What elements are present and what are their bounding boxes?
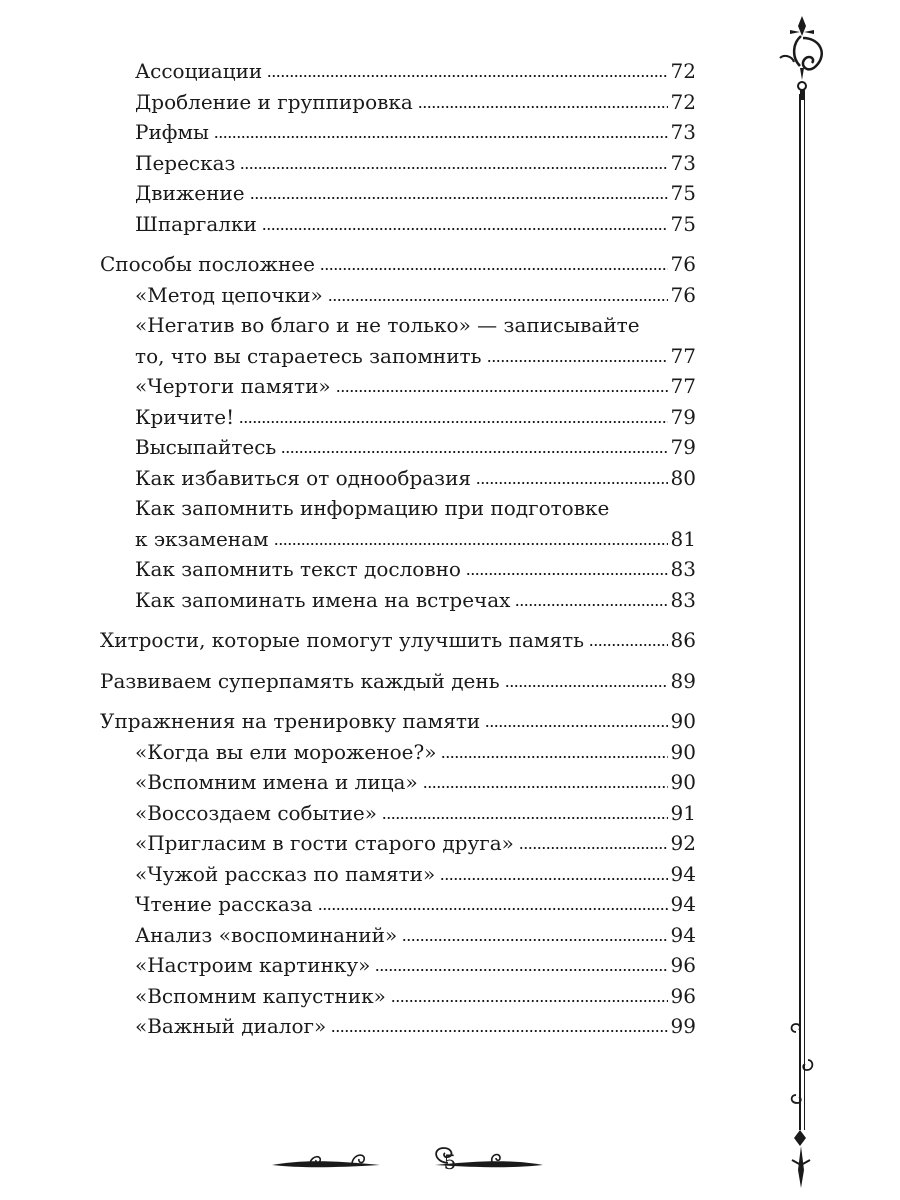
toc-subentry[interactable] — [100, 463, 696, 494]
toc-entry-title: Упражнения на тренировку памяти — [100, 709, 481, 733]
dot-leader — [331, 1029, 667, 1033]
toc-page-number: 92 — [670, 831, 696, 855]
toc-subentry[interactable] — [100, 178, 696, 209]
toc-subentry[interactable] — [100, 554, 696, 585]
toc-entry-first-line: Как запомнить информацию при подготовке — [135, 496, 610, 520]
dot-leader — [418, 105, 668, 109]
toc-subentry[interactable] — [100, 767, 696, 798]
toc-page-number: 89 — [670, 668, 696, 693]
toc-section[interactable] — [100, 706, 696, 737]
toc-page-number: 75 — [670, 181, 696, 205]
toc-entry-title: Анализ «воспоминаний» — [135, 922, 398, 947]
toc-page-number: 76 — [670, 252, 696, 276]
toc-subentry[interactable] — [100, 859, 696, 890]
toc-subentry[interactable] — [100, 209, 696, 240]
toc-entry-title: Как запоминать имена на встречах — [135, 587, 511, 612]
dot-leader — [519, 846, 668, 850]
dot-leader — [214, 135, 668, 139]
toc-page-number: 73 — [670, 150, 696, 175]
toc-entry-title: к экзаменам — [135, 526, 269, 551]
dot-leader — [281, 450, 667, 454]
dot-leader — [476, 481, 668, 485]
dot-leader — [274, 542, 668, 546]
dot-leader — [267, 74, 667, 78]
section-gap — [100, 239, 696, 249]
border-rule-thin — [804, 94, 805, 1130]
toc-entry-title: Кричите! — [135, 404, 235, 429]
toc-entry-title: Дробление и группировка — [135, 89, 413, 114]
dot-leader — [375, 968, 667, 972]
toc-subentry[interactable] — [100, 87, 696, 118]
border-rule — [799, 94, 801, 1130]
dot-leader — [240, 166, 667, 170]
toc-entry-title: Высыпайтесь — [135, 435, 277, 459]
toc-page-number: 77 — [670, 374, 696, 398]
toc-entry-title: «Чужой рассказ по памяти» — [135, 861, 436, 886]
toc-page-number: 79 — [670, 435, 696, 459]
toc-subentry[interactable] — [100, 737, 696, 768]
dot-leader — [391, 999, 668, 1003]
toc-entry-title: Способы посложнее — [100, 252, 315, 276]
toc-entry-title: «Важный диалог» — [135, 1014, 327, 1038]
toc-page-number: 83 — [670, 557, 696, 581]
toc-entry-title: то, что вы стараетесь запомнить — [135, 343, 482, 368]
toc-page-number: 90 — [670, 709, 696, 733]
toc-entry-title: «Настроим картинку» — [135, 953, 371, 977]
toc-entry-title: Ассоциации — [135, 59, 263, 83]
toc-subentry[interactable] — [100, 117, 696, 148]
toc-entry-title: Чтение рассказа — [135, 892, 313, 916]
toc-entry-title: Пересказ — [135, 150, 236, 175]
toc-page-number: 94 — [670, 922, 696, 947]
dot-leader — [423, 785, 668, 789]
toc-section[interactable] — [100, 666, 696, 697]
dot-leader — [441, 755, 667, 759]
toc-subentry[interactable] — [100, 280, 696, 311]
dot-leader — [328, 298, 668, 302]
toc-entry-title: Шпаргалки — [135, 211, 257, 236]
toc-subentry[interactable] — [100, 56, 696, 87]
section-gap — [100, 615, 696, 625]
toc-page-number: 81 — [670, 526, 696, 551]
toc-page-number: 96 — [670, 953, 696, 977]
toc-page-number: 73 — [670, 120, 696, 144]
toc-page-number: 99 — [670, 1014, 696, 1038]
toc-entry-title: «Когда вы ели мороженое?» — [135, 739, 437, 764]
toc-page-number: 77 — [670, 343, 696, 368]
table-of-contents — [100, 56, 696, 1042]
toc-entry-title: «Вспомним имена и лица» — [135, 770, 418, 794]
toc-page-number: 76 — [670, 282, 696, 307]
toc-subentry[interactable] — [100, 371, 696, 402]
toc-page-number: 90 — [670, 770, 696, 794]
top-scroll-flourish-icon — [770, 14, 834, 100]
toc-page-number: 94 — [670, 861, 696, 886]
toc-subentry[interactable] — [100, 889, 696, 920]
toc-page-number: 91 — [670, 800, 696, 825]
toc-entry-first-line: «Негатив во благо и не только» — записывайте — [135, 313, 640, 337]
toc-subentry[interactable] — [100, 402, 696, 433]
toc-section[interactable] — [100, 249, 696, 280]
toc-entry-title: Развиваем суперпамять каждый день — [100, 668, 500, 693]
toc-subentry[interactable] — [100, 1011, 696, 1042]
dot-leader — [487, 359, 668, 363]
toc-subentry[interactable] — [100, 981, 696, 1012]
dot-leader — [336, 389, 668, 393]
dot-leader — [382, 816, 668, 820]
dot-leader — [239, 420, 667, 424]
toc-entry-title: Хитрости, которые помогут улучшить память — [100, 628, 585, 652]
toc-subentry[interactable] — [100, 920, 696, 951]
dot-leader — [505, 684, 668, 688]
dot-leader — [318, 907, 668, 911]
dot-leader — [440, 877, 667, 881]
toc-subentry[interactable] — [100, 432, 696, 463]
section-gap — [100, 696, 696, 706]
toc-subentry[interactable] — [100, 585, 696, 616]
toc-subentry[interactable] — [100, 341, 696, 372]
dot-leader — [466, 572, 668, 576]
toc-section[interactable] — [100, 625, 696, 656]
toc-page-number: 83 — [670, 587, 696, 612]
toc-subentry[interactable] — [100, 798, 696, 829]
toc-page-number: 86 — [670, 628, 696, 652]
dot-leader — [485, 724, 667, 728]
toc-page-number: 75 — [670, 211, 696, 236]
toc-subentry[interactable] — [100, 950, 696, 981]
toc-entry-title: Рифмы — [135, 120, 209, 144]
dot-leader — [515, 603, 667, 607]
toc-entry-title: «Воссоздаем событие» — [135, 800, 377, 825]
toc-entry-title: «Чертоги памяти» — [135, 374, 331, 398]
page-number: 5 — [443, 1150, 457, 1174]
toc-entry-title: Как избавиться от однообразия — [135, 465, 472, 490]
dot-leader — [320, 267, 668, 271]
toc-subentry[interactable] — [100, 828, 696, 859]
dot-leader — [250, 196, 668, 200]
dot-leader — [262, 227, 668, 231]
dot-leader — [402, 938, 667, 942]
toc-page-number: 96 — [670, 983, 696, 1008]
toc-page-number: 94 — [670, 892, 696, 916]
dot-leader — [589, 643, 667, 647]
toc-page-number: 90 — [670, 739, 696, 764]
toc-subentry[interactable] — [100, 524, 696, 555]
toc-entry-title: Движение — [135, 181, 245, 205]
toc-page-number: 79 — [670, 404, 696, 429]
toc-subentry[interactable] — [100, 148, 696, 179]
toc-entry-title: «Метод цепочки» — [135, 282, 323, 307]
toc-page-number: 80 — [670, 465, 696, 490]
toc-page-number: 72 — [670, 59, 696, 83]
section-gap — [100, 656, 696, 666]
toc-page-number: 72 — [670, 89, 696, 114]
toc-entry-title: «Пригласим в гости старого друга» — [135, 831, 514, 855]
toc-entry-title: Как запомнить текст дословно — [135, 557, 461, 581]
toc-entry-title: «Вспомним капустник» — [135, 983, 386, 1008]
